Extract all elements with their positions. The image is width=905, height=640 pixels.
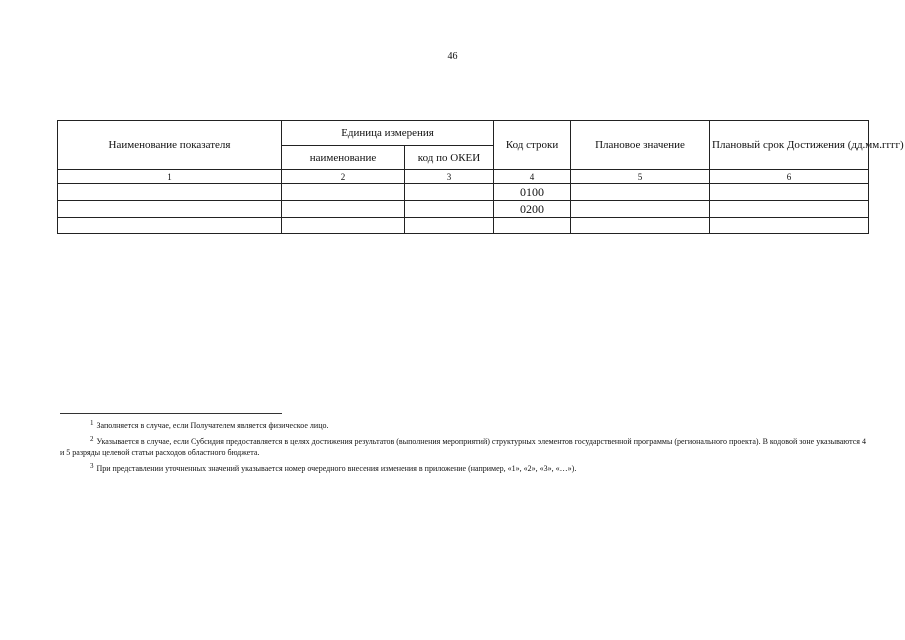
footnote-text: При представлении уточненных значений указывается номер очередного внесения изменения в приложение (например, «1», «2», «3», «…»).	[96, 464, 577, 473]
footnote	[60, 434, 866, 458]
column-number: 6	[710, 170, 869, 184]
footnote	[60, 461, 866, 474]
footnote-text: Заполняется в случае, если Получателем является физическое лицо.	[96, 421, 329, 430]
cell-okei	[405, 201, 494, 218]
cell-planned-date	[710, 184, 869, 201]
footnote-mark: 3	[90, 462, 94, 470]
header-unit-group: Единица измерения	[282, 121, 494, 146]
cell-line-code: 0200	[494, 201, 571, 218]
table-row	[58, 218, 869, 234]
cell-planned-date	[710, 218, 869, 234]
header-indicator-name: Наименование показателя	[58, 121, 282, 170]
cell-line-code: 0100	[494, 184, 571, 201]
header-unit-name: наименование	[282, 146, 405, 170]
table-row	[58, 184, 869, 201]
column-number: 2	[282, 170, 405, 184]
cell-line-code	[494, 218, 571, 234]
cell-unit-name	[282, 184, 405, 201]
cell-unit-name	[282, 218, 405, 234]
table-row	[58, 201, 869, 218]
cell-unit-name	[282, 201, 405, 218]
cell-planned-value	[571, 218, 710, 234]
cell-planned-value	[571, 184, 710, 201]
cell-planned-value	[571, 201, 710, 218]
column-number: 3	[405, 170, 494, 184]
footnote-divider	[60, 413, 282, 414]
column-number: 5	[571, 170, 710, 184]
cell-planned-date	[710, 201, 869, 218]
cell-indicator	[58, 184, 282, 201]
column-number: 1	[58, 170, 282, 184]
footnote-mark: 2	[90, 435, 94, 443]
column-number: 4	[494, 170, 571, 184]
indicator-table	[57, 120, 904, 234]
column-number-row	[58, 170, 869, 184]
page-number: 46	[447, 51, 458, 62]
footnotes	[60, 418, 866, 477]
cell-indicator	[58, 201, 282, 218]
header-row-top	[58, 121, 869, 146]
cell-indicator	[58, 218, 282, 234]
footnote	[60, 418, 866, 431]
header-line-code: Код строки	[494, 121, 571, 170]
cell-okei	[405, 218, 494, 234]
header-planned-date: Плановый срок Достижения (дд.мм.гггг)	[710, 121, 869, 170]
header-unit-okei: код по ОКЕИ	[405, 146, 494, 170]
footnote-mark: 1	[90, 419, 94, 427]
footnote-text: Указывается в случае, если Субсидия предоставляется в целях достижения результатов (выполнения мероприятий) структурных элементов государственной программы (регионального проекта). В кодовой зоне указываются 4 и 5 разряды целевой статьи расходов областного бюджета.	[60, 437, 866, 457]
cell-okei	[405, 184, 494, 201]
header-planned-value: Плановое значение	[571, 121, 710, 170]
